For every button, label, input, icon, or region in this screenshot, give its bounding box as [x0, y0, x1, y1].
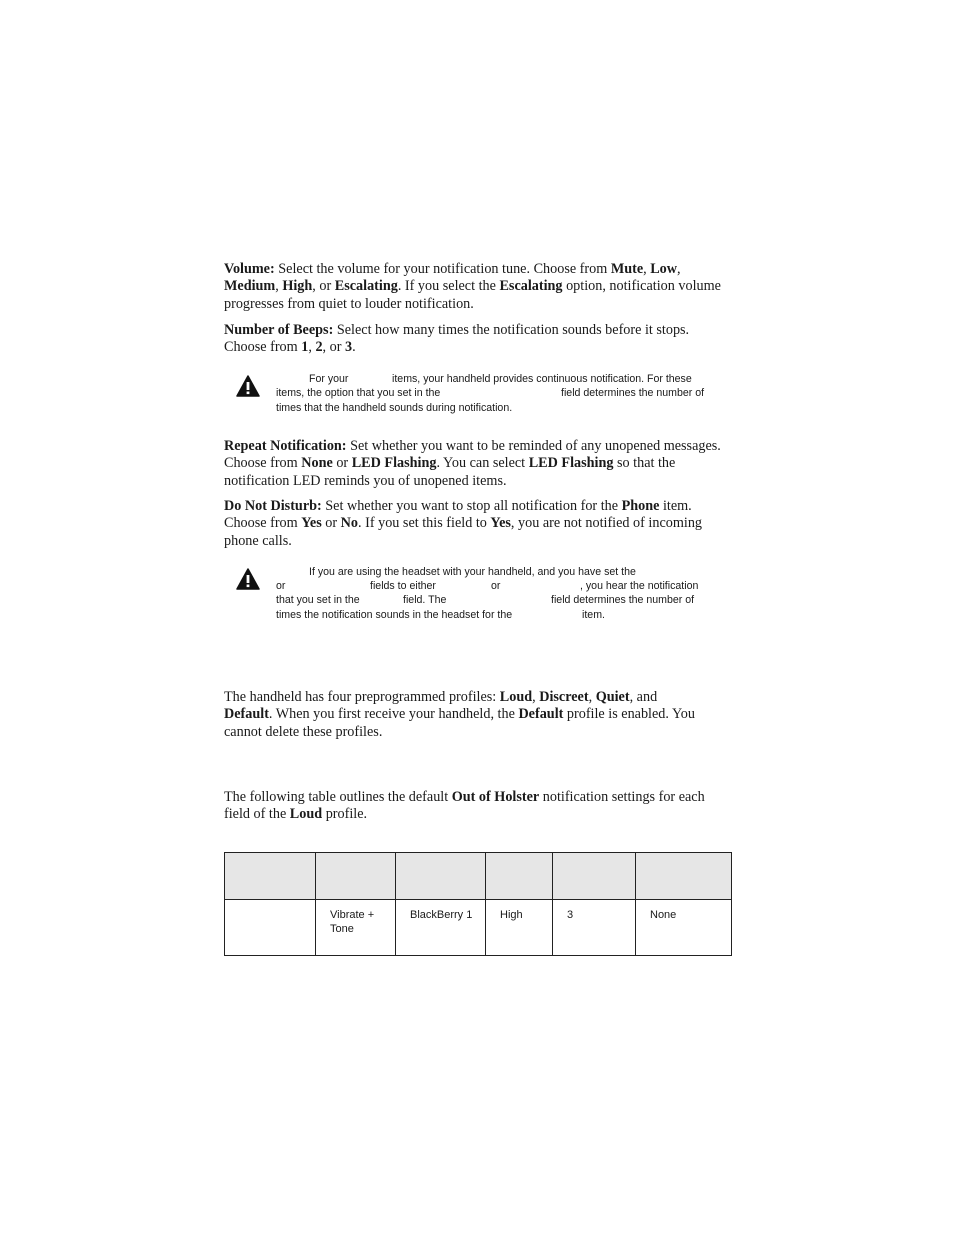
loud-profile-defaults-table — [224, 852, 732, 956]
table-cell: BlackBerry 1 — [396, 900, 486, 956]
table-header-row — [225, 853, 732, 900]
table-cell: 3 — [553, 900, 636, 956]
table-header-cell — [486, 853, 553, 900]
table-header-cell — [225, 853, 316, 900]
table-header-cell — [316, 853, 396, 900]
table-header-cell — [396, 853, 486, 900]
do-not-disturb-paragraph: Do Not Disturb: Set whether you want to stop all notification for the Phone item. Choose from Yes or No. If you set this field to Yes, you are not notified of incoming phone calls. — [224, 498, 703, 549]
profiles-paragraph: The handheld has four preprogrammed profiles: Loud, Discreet, Quiet, and Default. When you first receive your handheld, the Default profile is enabled. You cannot delete these profiles. — [224, 689, 695, 740]
table-cell: None — [636, 900, 732, 956]
table-header-cell — [553, 853, 636, 900]
note1-text: For your — [309, 373, 349, 385]
table-intro-paragraph: The following table outlines the default Out of Holster notification settings for each field of the Loud profile. — [224, 789, 705, 823]
table-cell: Vibrate + Tone — [316, 900, 396, 956]
dnd-label: Do Not Disturb: — [224, 498, 322, 514]
beeps-paragraph: Number of Beeps: Select how many times the notification sounds before it stops. Choose from 1, 2, or 3. — [224, 322, 690, 356]
table-header-cell — [636, 853, 732, 900]
table-row — [225, 900, 732, 956]
table-cell: High — [486, 900, 553, 956]
volume-paragraph: Volume: Select the volume for your notification tune. Choose from Mute, Low, Medium, High, or Escalating. If you select the Escalating option, notification volume progresses from quiet to louder notification. — [224, 261, 721, 312]
note2-text: If you are using the headset with your handheld, and you have set the — [309, 566, 636, 578]
note-headset: If you are using the headset with your handheld, and you have set the or fields to either or , you hear the notification that you set in the field. The field determines the number of times the notification sounds in the headset for the item. — [236, 565, 736, 627]
warning-icon — [236, 375, 260, 397]
table-cell — [225, 900, 316, 956]
warning-icon — [236, 568, 260, 590]
repeat-notification-paragraph: Repeat Notification: Set whether you want to be reminded of any unopened messages. Choose from None or LED Flashing. You can select LED Flashing so that the notification LED reminds you of unopened items. — [224, 438, 721, 489]
note-continuous-notification: For your items, your handheld provides continuous notification. For these items, the option that you set in the field determines the number of times that the handheld sounds during notification. — [236, 372, 736, 420]
volume-label: Volume: — [224, 261, 275, 277]
beeps-label: Number of Beeps: — [224, 322, 334, 338]
repeat-label: Repeat Notification: — [224, 438, 347, 454]
